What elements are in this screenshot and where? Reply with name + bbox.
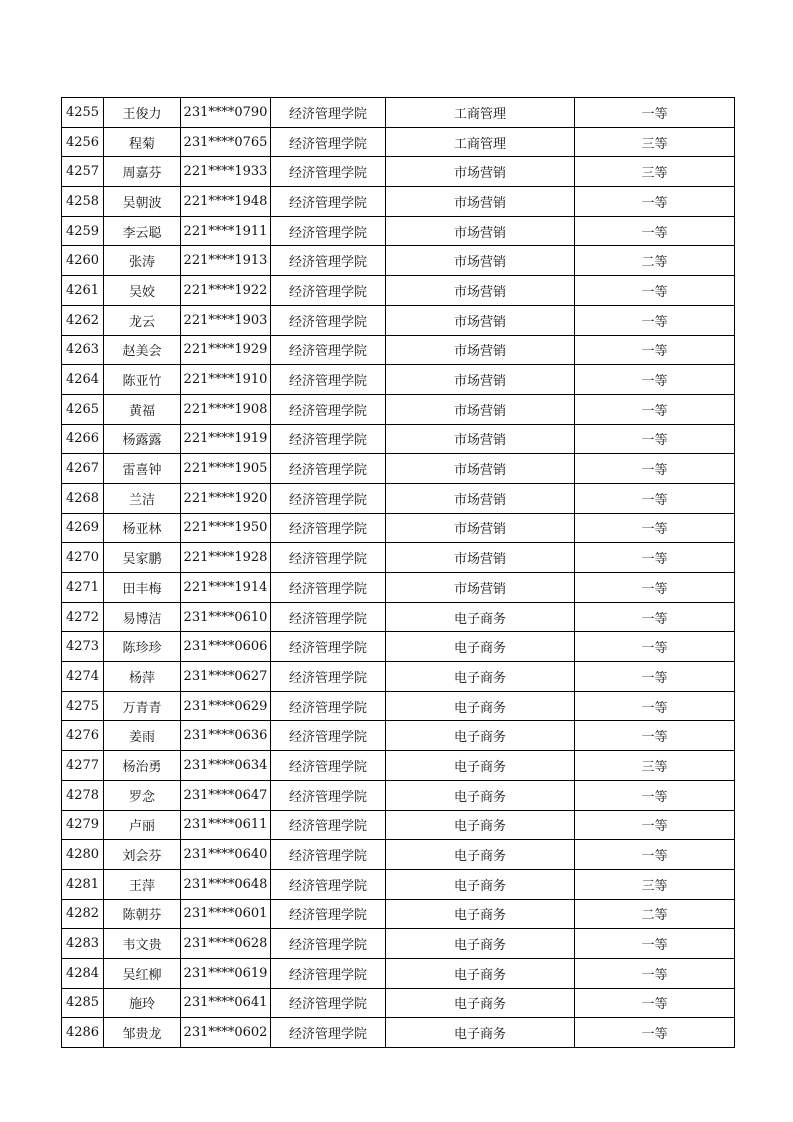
- student-number-cell: 231****0627: [181, 662, 271, 692]
- row-id-cell: 4275: [62, 691, 104, 721]
- row-id-cell: 4258: [62, 187, 104, 217]
- student-name-cell: 张涛: [104, 246, 181, 276]
- major-cell: 市场营销: [386, 543, 575, 573]
- row-id-cell: 4280: [62, 840, 104, 870]
- table-row: [62, 98, 735, 128]
- student-name-cell: 杨露露: [104, 424, 181, 454]
- student-number-cell: 231****0636: [181, 721, 271, 751]
- grade-cell: 二等: [575, 899, 735, 929]
- table-row: [62, 632, 735, 662]
- major-cell: 工商管理: [386, 127, 575, 157]
- student-name-cell: 周嘉芬: [104, 157, 181, 187]
- grade-cell: 一等: [575, 335, 735, 365]
- row-id-cell: 4270: [62, 543, 104, 573]
- college-cell: 经济管理学院: [271, 216, 386, 246]
- college-cell: 经济管理学院: [271, 127, 386, 157]
- college-cell: 经济管理学院: [271, 424, 386, 454]
- college-cell: 经济管理学院: [271, 573, 386, 603]
- student-number-cell: 221****1922: [181, 276, 271, 306]
- student-name-cell: 罗念: [104, 780, 181, 810]
- student-name-cell: 吴朝波: [104, 187, 181, 217]
- student-name-cell: 陈朝芬: [104, 899, 181, 929]
- student-name-cell: 韦文贵: [104, 929, 181, 959]
- table-row: [62, 543, 735, 573]
- major-cell: 电子商务: [386, 662, 575, 692]
- student-number-cell: 231****0601: [181, 899, 271, 929]
- student-number-cell: 231****0606: [181, 632, 271, 662]
- student-number-cell: 231****0634: [181, 751, 271, 781]
- major-cell: 电子商务: [386, 751, 575, 781]
- student-name-cell: 吴家鹏: [104, 543, 181, 573]
- table-row: [62, 454, 735, 484]
- college-cell: 经济管理学院: [271, 929, 386, 959]
- table-row: [62, 1018, 735, 1048]
- college-cell: 经济管理学院: [271, 958, 386, 988]
- student-number-cell: 231****0640: [181, 840, 271, 870]
- table-row: [62, 513, 735, 543]
- student-number-cell: 231****0628: [181, 929, 271, 959]
- major-cell: 市场营销: [386, 394, 575, 424]
- grade-cell: 一等: [575, 98, 735, 128]
- row-id-cell: 4274: [62, 662, 104, 692]
- student-name-cell: 龙云: [104, 305, 181, 335]
- student-number-cell: 221****1910: [181, 365, 271, 395]
- student-name-cell: 雷喜钟: [104, 454, 181, 484]
- row-id-cell: 4264: [62, 365, 104, 395]
- student-number-cell: 221****1903: [181, 305, 271, 335]
- college-cell: 经济管理学院: [271, 483, 386, 513]
- table-row: [62, 780, 735, 810]
- college-cell: 经济管理学院: [271, 899, 386, 929]
- grade-cell: 一等: [575, 840, 735, 870]
- student-name-cell: 吴姣: [104, 276, 181, 306]
- college-cell: 经济管理学院: [271, 187, 386, 217]
- table-row: [62, 662, 735, 692]
- row-id-cell: 4261: [62, 276, 104, 306]
- college-cell: 经济管理学院: [271, 721, 386, 751]
- major-cell: 市场营销: [386, 483, 575, 513]
- grade-cell: 一等: [575, 1018, 735, 1048]
- grade-cell: 一等: [575, 513, 735, 543]
- table-row: [62, 305, 735, 335]
- table-row: [62, 424, 735, 454]
- row-id-cell: 4284: [62, 958, 104, 988]
- table-row: [62, 721, 735, 751]
- college-cell: 经济管理学院: [271, 780, 386, 810]
- student-number-cell: 221****1914: [181, 573, 271, 603]
- grade-cell: 一等: [575, 810, 735, 840]
- major-cell: 电子商务: [386, 810, 575, 840]
- row-id-cell: 4281: [62, 869, 104, 899]
- grade-cell: 一等: [575, 691, 735, 721]
- grade-cell: 一等: [575, 394, 735, 424]
- row-id-cell: 4260: [62, 246, 104, 276]
- student-number-cell: 221****1908: [181, 394, 271, 424]
- row-id-cell: 4285: [62, 988, 104, 1018]
- table-row: [62, 929, 735, 959]
- grade-cell: 一等: [575, 187, 735, 217]
- grade-cell: 一等: [575, 780, 735, 810]
- student-name-cell: 李云聪: [104, 216, 181, 246]
- row-id-cell: 4286: [62, 1018, 104, 1048]
- college-cell: 经济管理学院: [271, 840, 386, 870]
- row-id-cell: 4278: [62, 780, 104, 810]
- student-name-cell: 邹贵龙: [104, 1018, 181, 1048]
- college-cell: 经济管理学院: [271, 246, 386, 276]
- table-row: [62, 810, 735, 840]
- major-cell: 市场营销: [386, 187, 575, 217]
- major-cell: 电子商务: [386, 780, 575, 810]
- student-number-cell: 231****0648: [181, 869, 271, 899]
- major-cell: 市场营销: [386, 335, 575, 365]
- table-row: [62, 157, 735, 187]
- grade-cell: 一等: [575, 662, 735, 692]
- college-cell: 经济管理学院: [271, 632, 386, 662]
- grade-cell: 一等: [575, 929, 735, 959]
- college-cell: 经济管理学院: [271, 513, 386, 543]
- student-number-cell: 221****1950: [181, 513, 271, 543]
- grade-cell: 一等: [575, 454, 735, 484]
- major-cell: 电子商务: [386, 602, 575, 632]
- college-cell: 经济管理学院: [271, 157, 386, 187]
- major-cell: 电子商务: [386, 840, 575, 870]
- student-name-cell: 兰洁: [104, 483, 181, 513]
- table-row: [62, 751, 735, 781]
- table-row: [62, 187, 735, 217]
- grade-cell: 一等: [575, 573, 735, 603]
- row-id-cell: 4273: [62, 632, 104, 662]
- student-name-cell: 吴红柳: [104, 958, 181, 988]
- college-cell: 经济管理学院: [271, 662, 386, 692]
- student-name-cell: 姜雨: [104, 721, 181, 751]
- college-cell: 经济管理学院: [271, 543, 386, 573]
- grade-cell: 三等: [575, 127, 735, 157]
- grade-cell: 一等: [575, 602, 735, 632]
- student-name-cell: 王俊力: [104, 98, 181, 128]
- student-name-cell: 施玲: [104, 988, 181, 1018]
- grade-cell: 一等: [575, 483, 735, 513]
- grade-cell: 一等: [575, 276, 735, 306]
- grade-cell: 一等: [575, 216, 735, 246]
- college-cell: 经济管理学院: [271, 454, 386, 484]
- major-cell: 工商管理: [386, 98, 575, 128]
- major-cell: 电子商务: [386, 869, 575, 899]
- college-cell: 经济管理学院: [271, 98, 386, 128]
- major-cell: 电子商务: [386, 691, 575, 721]
- college-cell: 经济管理学院: [271, 335, 386, 365]
- table-row: [62, 216, 735, 246]
- college-cell: 经济管理学院: [271, 751, 386, 781]
- student-number-cell: 221****1948: [181, 187, 271, 217]
- row-id-cell: 4255: [62, 98, 104, 128]
- major-cell: 电子商务: [386, 988, 575, 1018]
- student-name-cell: 陈珍珍: [104, 632, 181, 662]
- row-id-cell: 4257: [62, 157, 104, 187]
- student-number-cell: 221****1929: [181, 335, 271, 365]
- student-number-cell: 231****0629: [181, 691, 271, 721]
- grade-cell: 一等: [575, 988, 735, 1018]
- major-cell: 电子商务: [386, 721, 575, 751]
- table-row: [62, 276, 735, 306]
- student-number-cell: 231****0602: [181, 1018, 271, 1048]
- college-cell: 经济管理学院: [271, 365, 386, 395]
- grade-cell: 三等: [575, 869, 735, 899]
- table-row: [62, 335, 735, 365]
- grade-cell: 一等: [575, 365, 735, 395]
- grade-cell: 一等: [575, 424, 735, 454]
- table-row: [62, 958, 735, 988]
- grade-cell: 一等: [575, 958, 735, 988]
- grade-cell: 一等: [575, 632, 735, 662]
- college-cell: 经济管理学院: [271, 1018, 386, 1048]
- table-row: [62, 365, 735, 395]
- college-cell: 经济管理学院: [271, 691, 386, 721]
- college-cell: 经济管理学院: [271, 988, 386, 1018]
- student-name-cell: 黄福: [104, 394, 181, 424]
- table-row: [62, 602, 735, 632]
- row-id-cell: 4267: [62, 454, 104, 484]
- student-number-cell: 221****1933: [181, 157, 271, 187]
- row-id-cell: 4266: [62, 424, 104, 454]
- table-row: [62, 869, 735, 899]
- student-number-cell: 221****1919: [181, 424, 271, 454]
- student-name-cell: 田丰梅: [104, 573, 181, 603]
- student-name-cell: 刘会芬: [104, 840, 181, 870]
- student-name-cell: 陈亚竹: [104, 365, 181, 395]
- row-id-cell: 4271: [62, 573, 104, 603]
- student-number-cell: 231****0641: [181, 988, 271, 1018]
- major-cell: 市场营销: [386, 454, 575, 484]
- student-number-cell: 231****0610: [181, 602, 271, 632]
- row-id-cell: 4283: [62, 929, 104, 959]
- major-cell: 市场营销: [386, 216, 575, 246]
- college-cell: 经济管理学院: [271, 869, 386, 899]
- student-name-cell: 赵美会: [104, 335, 181, 365]
- row-id-cell: 4263: [62, 335, 104, 365]
- student-number-cell: 221****1911: [181, 216, 271, 246]
- student-number-cell: 221****1920: [181, 483, 271, 513]
- table-row: [62, 988, 735, 1018]
- table-row: [62, 899, 735, 929]
- major-cell: 电子商务: [386, 958, 575, 988]
- college-cell: 经济管理学院: [271, 602, 386, 632]
- major-cell: 市场营销: [386, 276, 575, 306]
- student-name-cell: 杨萍: [104, 662, 181, 692]
- row-id-cell: 4265: [62, 394, 104, 424]
- college-cell: 经济管理学院: [271, 394, 386, 424]
- grade-cell: 一等: [575, 543, 735, 573]
- roster-table: [61, 97, 735, 1048]
- student-number-cell: 231****0790: [181, 98, 271, 128]
- major-cell: 电子商务: [386, 899, 575, 929]
- student-number-cell: 231****0765: [181, 127, 271, 157]
- student-name-cell: 程菊: [104, 127, 181, 157]
- student-number-cell: 231****0611: [181, 810, 271, 840]
- college-cell: 经济管理学院: [271, 305, 386, 335]
- row-id-cell: 4262: [62, 305, 104, 335]
- major-cell: 电子商务: [386, 632, 575, 662]
- grade-cell: 三等: [575, 157, 735, 187]
- student-number-cell: 221****1913: [181, 246, 271, 276]
- student-number-cell: 231****0619: [181, 958, 271, 988]
- table-row: [62, 394, 735, 424]
- row-id-cell: 4279: [62, 810, 104, 840]
- row-id-cell: 4282: [62, 899, 104, 929]
- table-row: [62, 573, 735, 603]
- table-row: [62, 246, 735, 276]
- major-cell: 电子商务: [386, 929, 575, 959]
- major-cell: 市场营销: [386, 573, 575, 603]
- student-name-cell: 杨亚林: [104, 513, 181, 543]
- major-cell: 市场营销: [386, 424, 575, 454]
- row-id-cell: 4269: [62, 513, 104, 543]
- roster-table-body: [62, 98, 735, 1048]
- row-id-cell: 4272: [62, 602, 104, 632]
- table-row: [62, 691, 735, 721]
- row-id-cell: 4268: [62, 483, 104, 513]
- grade-cell: 三等: [575, 751, 735, 781]
- grade-cell: 一等: [575, 305, 735, 335]
- grade-cell: 二等: [575, 246, 735, 276]
- row-id-cell: 4259: [62, 216, 104, 246]
- college-cell: 经济管理学院: [271, 276, 386, 306]
- student-name-cell: 易博洁: [104, 602, 181, 632]
- row-id-cell: 4276: [62, 721, 104, 751]
- student-number-cell: 231****0647: [181, 780, 271, 810]
- student-name-cell: 王萍: [104, 869, 181, 899]
- major-cell: 市场营销: [386, 157, 575, 187]
- major-cell: 市场营销: [386, 305, 575, 335]
- major-cell: 市场营销: [386, 246, 575, 276]
- table-row: [62, 840, 735, 870]
- college-cell: 经济管理学院: [271, 810, 386, 840]
- student-name-cell: 卢丽: [104, 810, 181, 840]
- row-id-cell: 4277: [62, 751, 104, 781]
- table-row: [62, 127, 735, 157]
- student-number-cell: 221****1928: [181, 543, 271, 573]
- major-cell: 市场营销: [386, 513, 575, 543]
- major-cell: 电子商务: [386, 1018, 575, 1048]
- student-number-cell: 221****1905: [181, 454, 271, 484]
- student-name-cell: 万青青: [104, 691, 181, 721]
- student-name-cell: 杨治勇: [104, 751, 181, 781]
- table-row: [62, 483, 735, 513]
- row-id-cell: 4256: [62, 127, 104, 157]
- major-cell: 市场营销: [386, 365, 575, 395]
- grade-cell: 一等: [575, 721, 735, 751]
